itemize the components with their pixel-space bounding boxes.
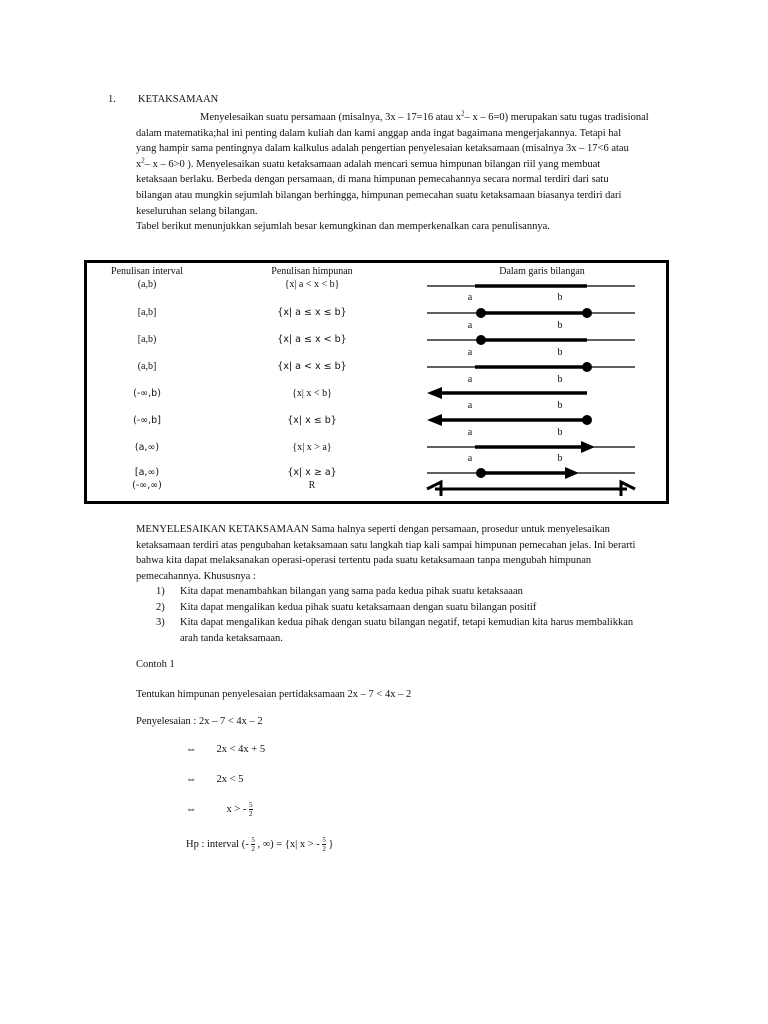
- number-line-open-closed: [427, 363, 635, 372]
- label-b: b: [557, 320, 563, 331]
- solution-set: Hp : interval (- $\frac{5}{2}$ , ∞) = {x| x > - $\frac{5}{2}$ }: [186, 836, 334, 853]
- solving-paragraph: MENYELESAIKAN KETAKSAMAAN Sama halnya seperti dengan persamaan, prosedur untuk menyelesaikan ketaksamaan terdiri atas pengubahan ketaksamaan satu langkah tiap kali sampai himpunan pemecahan jelas. Ini berarti bahwa kita dapat melaksanakan operasi-operasi tertentu pada suatu ketaksamaan tanpa mengubah himpunan pemecahannya. Khususnya :: [136, 524, 636, 582]
- number-line-closed-open: [427, 336, 635, 345]
- row-set: {x| x > a}: [292, 442, 332, 453]
- number-line-all-reals: [427, 482, 635, 496]
- label-a: a: [467, 347, 473, 358]
- number-line-left-closed: [427, 414, 592, 426]
- label-a: a: [467, 320, 473, 331]
- example-question: Tentukan himpunan penyelesaian pertidaksamaan 2x – 7 < 4x – 2: [136, 689, 412, 700]
- header-interval: Penulisan interval: [111, 266, 183, 277]
- fraction: $\frac{5}{2}$: [249, 801, 253, 818]
- list-item: 3) Kita dapat mengalikan kedua pihak dengan suatu bilangan negatif, tetapi kemudian kita harus membalikkan: [156, 617, 634, 629]
- solution-step: ⇔ 2x < 5: [186, 774, 244, 785]
- fraction: $\frac{5}{2}$: [251, 836, 255, 853]
- section-title: KETAKSAMAAN: [138, 94, 219, 105]
- number-line-closed-closed: [427, 309, 635, 318]
- label-a: a: [467, 427, 473, 438]
- row-set: {x| x ≤ b}: [287, 415, 337, 426]
- label-b: b: [557, 427, 563, 438]
- row-set: {x| a < x ≤ b}: [277, 361, 347, 372]
- row-interval: (a,b): [137, 279, 157, 290]
- row-interval: (-∞,∞): [132, 480, 162, 491]
- row-interval: [a,b): [137, 334, 157, 345]
- intro-paragraph: Menyelesaikan suatu persamaan (misalnya, 3x – 17=16 atau $x^2-$ x – 6=0) merupakan satu tugas tradisional dalam matematika;hal ini penting dalam kuliah dan kami anggap anda ingat bagaimana mengerjakannya. Tetapi hal yang hampir sama pentingnya dalam kalkulus adalah pengertian penyelesaian ketaksamaan (misalnya 3x – 17<6 atau $x^2-$ x – 6>0 ). Menyelesaikan suatu ketaksamaan adalah mencari semua himpunan bilangan riil yang membuat ketaksaan berlaku. Berbeda dengan persamaan, di mana himpunan pemecahannya secara normal terdiri dari satu bilangan atau mungkin sejumlah bilangan berhingga, himpunan pemecahan suatu ketaksamaan biasanya terdiri dari keseluruhan selang bilangan. Tabel berikut menunjukkan sejumlah besar kemungkinan dan memperkenalkan cara penulisannya.: [136, 109, 649, 233]
- label-a: a: [467, 292, 473, 303]
- label-b: b: [557, 292, 563, 303]
- fraction: $\frac{5}{2}$: [322, 836, 326, 853]
- row-interval: (-∞,b): [133, 388, 161, 399]
- label-b: b: [557, 374, 563, 385]
- rules-list: [156, 584, 676, 646]
- label-a: a: [467, 400, 473, 411]
- row-set: {x| x < b}: [292, 388, 332, 399]
- label-a: a: [467, 453, 473, 464]
- row-set: {x| a ≤ x ≤ b}: [277, 307, 347, 318]
- list-item: arah tanda ketaksamaan.: [180, 632, 283, 644]
- number-line-left-open: [427, 387, 587, 399]
- interval-table: [84, 260, 669, 504]
- solution-step: ⇔ x > - $\frac{5}{2}$: [186, 801, 253, 818]
- row-interval: (a,∞): [134, 442, 160, 453]
- header-set: Penulisan himpunan: [271, 266, 353, 277]
- row-interval: [a,∞): [134, 467, 160, 478]
- number-lines: [87, 263, 667, 503]
- list-item: 2) Kita dapat mengalikan kedua pihak suatu ketaksamaan dengan suatu bilangan positif: [156, 601, 537, 613]
- number-line-right-open: [427, 441, 635, 453]
- list-item: 1) Kita dapat menambahkan bilangan yang sama pada kedua pihak suatu ketaksaaan: [156, 586, 523, 597]
- number-line-right-closed: [427, 467, 635, 479]
- row-interval: (-∞,b]: [133, 415, 161, 426]
- example-title: Contoh 1: [136, 659, 175, 670]
- example-answer-label: Penyelesaian : 2x – 7 < 4x – 2: [136, 716, 263, 727]
- section-number: 1.: [108, 94, 116, 105]
- row-interval: (a,b]: [137, 361, 157, 372]
- label-a: a: [467, 374, 473, 385]
- label-b: b: [557, 453, 563, 464]
- row-set: {x| a ≤ x < b}: [277, 334, 347, 345]
- label-b: b: [557, 400, 563, 411]
- solution-step: ⇔ 2x < 4x + 5: [186, 744, 266, 755]
- row-set: R: [308, 480, 316, 491]
- label-b: b: [557, 347, 563, 358]
- row-set: {x| x ≥ a}: [287, 467, 337, 478]
- row-set: {x| a < x < b}: [284, 279, 340, 290]
- header-number-line: Dalam garis bilangan: [499, 266, 585, 277]
- row-interval: [a,b]: [137, 307, 157, 318]
